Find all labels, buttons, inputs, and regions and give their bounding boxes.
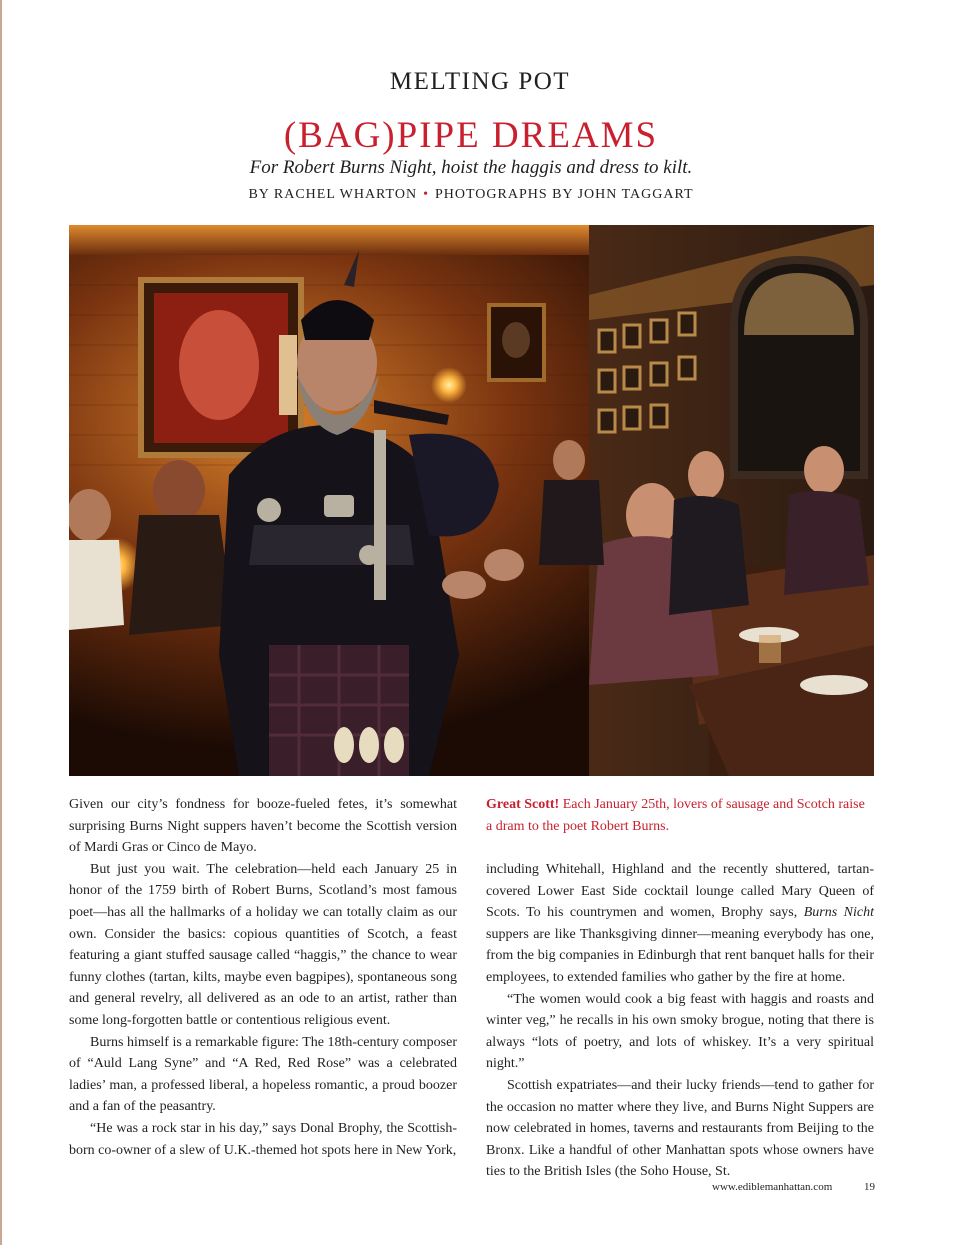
pullquote-lead: Great Scott! (486, 797, 560, 812)
body-paragraph: “The women would cook a big feast with haggis and roasts and winter veg,” he recalls in his own smoky brogue, noting that there is always “lots of poetry, and lots of whiskey. It’s a very spiritual night.” (486, 991, 874, 1072)
body-paragraph (486, 859, 874, 989)
body-column-right (486, 859, 874, 1183)
article-headline: (BAG)PIPE DREAMS (283, 115, 659, 156)
body-paragraph: Scottish expatriates—and their lucky friends—tend to gather for the occasion no matter where they live, and Burns Night Suppers are now celebrated in homes, taverns and restaurants from Beijing to the Bronx. Like a handful of other Manhattan spots whose owners have ties to the British Isles (the Soho House, St. (486, 1077, 874, 1180)
byline-separator: • (423, 187, 429, 202)
section-label: MELTING POT (389, 68, 571, 95)
byline-author: BY RACHEL WHARTON (248, 187, 418, 202)
arched-window (734, 260, 864, 475)
pullquote (486, 794, 874, 837)
photo-illustration (69, 225, 874, 776)
footer-website-link[interactable]: www.ediblemanhattan.com (712, 1181, 833, 1193)
byline-photographer: PHOTOGRAPHS BY JOHN TAGGART (434, 187, 694, 202)
body-paragraph: Given our city’s fondness for booze-fueled fetes, it’s somewhat surprising Burns Night suppers haven’t become the Scottish version of Mardi Gras or Cinco de Mayo. (69, 797, 457, 856)
body-text: suppers are like Thanksgiving dinner—meaning everybody has one, from the big companies in Edinburgh that rent banquet halls for their employees, to extended families who gather by the fire at home. (486, 926, 874, 985)
body-italic-term: Burns Nicht (803, 905, 875, 921)
body-paragraph: But just you wait. The celebration—held each January 25 in honor of the 1759 birth of Robert Burns, Scotland’s most famous poet—has all the hallmarks of a holiday we can totally claim as our own. Consider the basics: copious quantities of Scotch, a feast featuring a giant stuffed sausage called “haggis,” the chance to wear funny clothes (tartan, kilts, maybe even bagpipes), spontaneous song and general revelry, all delivered as an ode to an artist, rather than some long-forgotten battle or contentious religious event. (69, 861, 457, 1028)
body-column-left (69, 794, 457, 1161)
article-photo-bagpiper (69, 225, 874, 776)
portrait-frame (489, 305, 544, 380)
painting-left (141, 280, 301, 455)
body-paragraph: Burns himself is a remarkable figure: The 18th-century composer of “Auld Lang Syne” and “A Red, Red Rose” was a celebrated ladies’ man, a professed liberal, a hopeless romantic, a proud boozer and a fan of the peasantry. (69, 1034, 457, 1115)
body-paragraph: “He was a rock star in his day,” says Donal Brophy, the Scottish-born co-owner of a slew of U.K.-themed hot spots here in New York, (69, 1120, 457, 1158)
pullquote-text: Each January 25th, lovers of sausage and Scotch raise a dram to the poet Robert Burns. (486, 797, 865, 834)
page-number: 19 (864, 1181, 875, 1193)
article-dek: For Robert Burns Night, hoist the haggis and dress to kilt. (249, 157, 693, 178)
body-text: including Whitehall, Highland and the recently shuttered, tartan-covered Lower East Side cocktail lounge called Mary Queen of Scots. To his countrymen and women, Brophy says, (486, 862, 874, 921)
byline (0, 187, 942, 203)
